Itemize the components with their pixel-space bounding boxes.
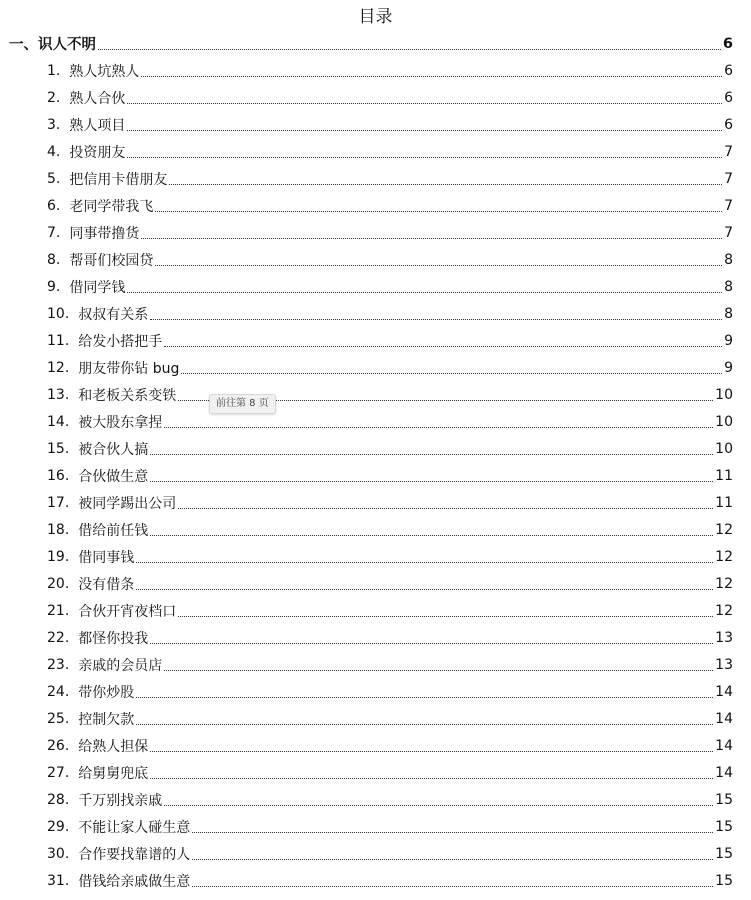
entry-page-number: 14 bbox=[715, 737, 733, 754]
entry-page-number: 15 bbox=[715, 791, 733, 808]
entry-page-number: 7 bbox=[724, 197, 733, 214]
entry-title: 熟人坑熟人 bbox=[69, 63, 140, 80]
entry-page-number: 7 bbox=[724, 170, 733, 187]
entry-number: 10. bbox=[47, 305, 70, 322]
entry-title: 被同学踢出公司 bbox=[78, 495, 177, 512]
dot-leader bbox=[98, 48, 721, 50]
dot-leader bbox=[141, 75, 722, 77]
entry-page-number: 14 bbox=[715, 683, 733, 700]
dot-leader bbox=[136, 561, 713, 563]
entry-page-number: 11 bbox=[715, 467, 733, 484]
entry-page-number: 8 bbox=[724, 278, 733, 295]
entry-title: 把信用卡借朋友 bbox=[69, 171, 168, 188]
entry-page-number: 6 bbox=[724, 62, 733, 79]
toc-entry-link[interactable] bbox=[0, 570, 751, 597]
toc-entry-link[interactable] bbox=[0, 651, 751, 678]
entry-title: 朋友带你钻 bug bbox=[78, 360, 180, 377]
entry-page-number: 15 bbox=[715, 872, 733, 889]
dot-leader bbox=[127, 291, 722, 293]
toc-entry-link[interactable] bbox=[0, 219, 751, 246]
entry-page-number: 6 bbox=[724, 116, 733, 133]
entry-number: 25. bbox=[47, 710, 70, 727]
entry-number: 1. bbox=[47, 62, 61, 79]
toc-entry-link[interactable] bbox=[0, 300, 751, 327]
entry-page-number: 7 bbox=[724, 224, 733, 241]
entry-title: 和老板关系变铁 bbox=[78, 387, 177, 404]
dot-leader bbox=[127, 129, 722, 131]
toc-entry-link[interactable] bbox=[0, 597, 751, 624]
entry-title: 帮哥们校园贷 bbox=[69, 252, 154, 269]
dot-leader bbox=[178, 507, 713, 509]
dot-leader bbox=[155, 210, 722, 212]
toc-entry-link[interactable] bbox=[0, 165, 751, 192]
entry-title: 没有借条 bbox=[78, 576, 135, 593]
entry-number: 2. bbox=[47, 89, 61, 106]
entry-number: 31. bbox=[47, 872, 70, 889]
entry-number: 21. bbox=[47, 602, 70, 619]
dot-leader bbox=[178, 615, 713, 617]
toc-entry-link[interactable] bbox=[0, 840, 751, 867]
entry-page-number: 13 bbox=[715, 656, 733, 673]
entry-title: 合伙做生意 bbox=[78, 468, 149, 485]
dot-leader bbox=[127, 156, 722, 158]
entry-number: 11. bbox=[47, 332, 70, 349]
entry-title: 千万别找亲戚 bbox=[78, 792, 163, 809]
entry-title: 都怪你投我 bbox=[78, 630, 149, 647]
toc-entry-link[interactable] bbox=[0, 327, 751, 354]
entry-title: 合伙开宵夜档口 bbox=[78, 603, 177, 620]
toc-entry-link[interactable] bbox=[0, 462, 751, 489]
entry-page-number: 11 bbox=[715, 494, 733, 511]
entry-number: 16. bbox=[47, 467, 70, 484]
entry-number: 20. bbox=[47, 575, 70, 592]
entry-page-number: 8 bbox=[724, 251, 733, 268]
chapter-page-number: 6 bbox=[722, 35, 733, 52]
entry-number: 9. bbox=[47, 278, 61, 295]
entry-number: 22. bbox=[47, 629, 70, 646]
entry-page-number: 15 bbox=[715, 818, 733, 835]
toc-entry-link[interactable] bbox=[0, 732, 751, 759]
entry-number: 24. bbox=[47, 683, 70, 700]
entry-title: 合作要找靠谱的人 bbox=[78, 846, 191, 863]
entry-title: 被大股东拿捏 bbox=[78, 414, 163, 431]
dot-leader bbox=[150, 453, 713, 455]
dot-leader bbox=[164, 669, 713, 671]
entry-number: 13. bbox=[47, 386, 70, 403]
toc-entry-link[interactable] bbox=[0, 246, 751, 273]
dot-leader bbox=[164, 804, 713, 806]
toc-entry-link[interactable] bbox=[0, 192, 751, 219]
dot-leader bbox=[136, 723, 713, 725]
toc-entry-link[interactable] bbox=[0, 84, 751, 111]
entry-number: 17. bbox=[47, 494, 70, 511]
entry-title: 借同学钱 bbox=[69, 279, 126, 296]
entry-title: 被合伙人搞 bbox=[78, 441, 149, 458]
entry-page-number: 10 bbox=[715, 413, 733, 430]
toc-entry-link[interactable] bbox=[0, 543, 751, 570]
toc-entry-link[interactable] bbox=[0, 867, 751, 894]
goto-page-tooltip: 前往第 8 页 bbox=[209, 394, 276, 414]
dot-leader bbox=[141, 237, 722, 239]
entry-number: 8. bbox=[47, 251, 61, 268]
entry-title: 给熟人担保 bbox=[78, 738, 149, 755]
toc-entry-link[interactable] bbox=[0, 516, 751, 543]
entry-title: 投资朋友 bbox=[69, 144, 126, 161]
entry-number: 30. bbox=[47, 845, 70, 862]
entry-number: 23. bbox=[47, 656, 70, 673]
entry-page-number: 9 bbox=[724, 359, 733, 376]
toc-entry-link[interactable] bbox=[0, 138, 751, 165]
entry-title: 借同事钱 bbox=[78, 549, 135, 566]
dot-leader bbox=[181, 372, 722, 374]
entry-page-number: 10 bbox=[715, 386, 733, 403]
dot-leader bbox=[136, 696, 713, 698]
entry-page-number: 12 bbox=[715, 602, 733, 619]
entry-number: 26. bbox=[47, 737, 70, 754]
dot-leader bbox=[155, 264, 722, 266]
entry-number: 29. bbox=[47, 818, 70, 835]
entry-page-number: 6 bbox=[724, 89, 733, 106]
entry-title: 叔叔有关系 bbox=[78, 306, 149, 323]
entry-number: 18. bbox=[47, 521, 70, 538]
entry-page-number: 8 bbox=[724, 305, 733, 322]
entry-page-number: 12 bbox=[715, 575, 733, 592]
entry-title: 带你炒股 bbox=[78, 684, 135, 701]
entry-page-number: 9 bbox=[724, 332, 733, 349]
entry-page-number: 14 bbox=[715, 764, 733, 781]
entry-title: 借钱给亲戚做生意 bbox=[78, 873, 191, 890]
entry-number: 14. bbox=[47, 413, 70, 430]
toc-entry-link[interactable] bbox=[0, 111, 751, 138]
entry-page-number: 13 bbox=[715, 629, 733, 646]
toc-title: 目录 bbox=[358, 7, 393, 27]
toc-entry-link[interactable] bbox=[0, 786, 751, 813]
entry-page-number: 14 bbox=[715, 710, 733, 727]
entry-title: 同事带撸货 bbox=[69, 225, 140, 242]
entry-title: 熟人合伙 bbox=[69, 90, 126, 107]
dot-leader bbox=[127, 102, 722, 104]
toc-entry-link[interactable] bbox=[0, 435, 751, 462]
toc-list bbox=[0, 30, 751, 894]
dot-leader bbox=[192, 885, 713, 887]
entry-number: 5. bbox=[47, 170, 61, 187]
entry-title: 借给前任钱 bbox=[78, 522, 149, 539]
toc-entry-link[interactable] bbox=[0, 813, 751, 840]
dot-leader bbox=[150, 777, 713, 779]
entry-title: 给发小搭把手 bbox=[78, 333, 163, 350]
dot-leader bbox=[136, 588, 713, 590]
dot-leader bbox=[150, 642, 713, 644]
dot-leader bbox=[150, 534, 713, 536]
dot-leader bbox=[150, 318, 722, 320]
toc-entry-link[interactable] bbox=[0, 759, 751, 786]
entry-page-number: 7 bbox=[724, 143, 733, 160]
entry-number: 12. bbox=[47, 359, 70, 376]
toc-entry-link[interactable] bbox=[0, 705, 751, 732]
dot-leader bbox=[169, 183, 722, 185]
toc-chapter-link[interactable] bbox=[0, 30, 751, 57]
entry-number: 19. bbox=[47, 548, 70, 565]
entry-number: 15. bbox=[47, 440, 70, 457]
entry-title: 控制欠款 bbox=[78, 711, 135, 728]
entry-number: 3. bbox=[47, 116, 61, 133]
entry-title: 亲戚的会员店 bbox=[78, 657, 163, 674]
entry-page-number: 12 bbox=[715, 521, 733, 538]
toc-entry-link[interactable] bbox=[0, 273, 751, 300]
dot-leader bbox=[150, 480, 713, 482]
dot-leader bbox=[164, 426, 713, 428]
entry-title: 不能让家人碰生意 bbox=[78, 819, 191, 836]
entry-number: 6. bbox=[47, 197, 61, 214]
toc-entry-link[interactable] bbox=[0, 489, 751, 516]
toc-entry-link[interactable] bbox=[0, 678, 751, 705]
entry-page-number: 15 bbox=[715, 845, 733, 862]
toc-entries bbox=[0, 57, 751, 894]
dot-leader bbox=[164, 345, 722, 347]
entry-number: 4. bbox=[47, 143, 61, 160]
dot-leader bbox=[192, 858, 713, 860]
dot-leader bbox=[150, 750, 713, 752]
entry-page-number: 10 bbox=[715, 440, 733, 457]
entry-page-number: 12 bbox=[715, 548, 733, 565]
toc-entry-link[interactable] bbox=[0, 408, 751, 435]
chapter-title: 一、识人不明 bbox=[9, 37, 96, 53]
entry-number: 27. bbox=[47, 764, 70, 781]
toc-entry-link[interactable] bbox=[0, 381, 751, 408]
entry-number: 28. bbox=[47, 791, 70, 808]
entry-title: 老同学带我飞 bbox=[69, 198, 154, 215]
toc-entry-link[interactable] bbox=[0, 354, 751, 381]
dot-leader bbox=[192, 831, 713, 833]
entry-number: 7. bbox=[47, 224, 61, 241]
entry-title: 给舅舅兜底 bbox=[78, 765, 149, 782]
toc-entry-link[interactable] bbox=[0, 57, 751, 84]
entry-title: 熟人项目 bbox=[69, 117, 126, 134]
toc-entry-link[interactable] bbox=[0, 624, 751, 651]
